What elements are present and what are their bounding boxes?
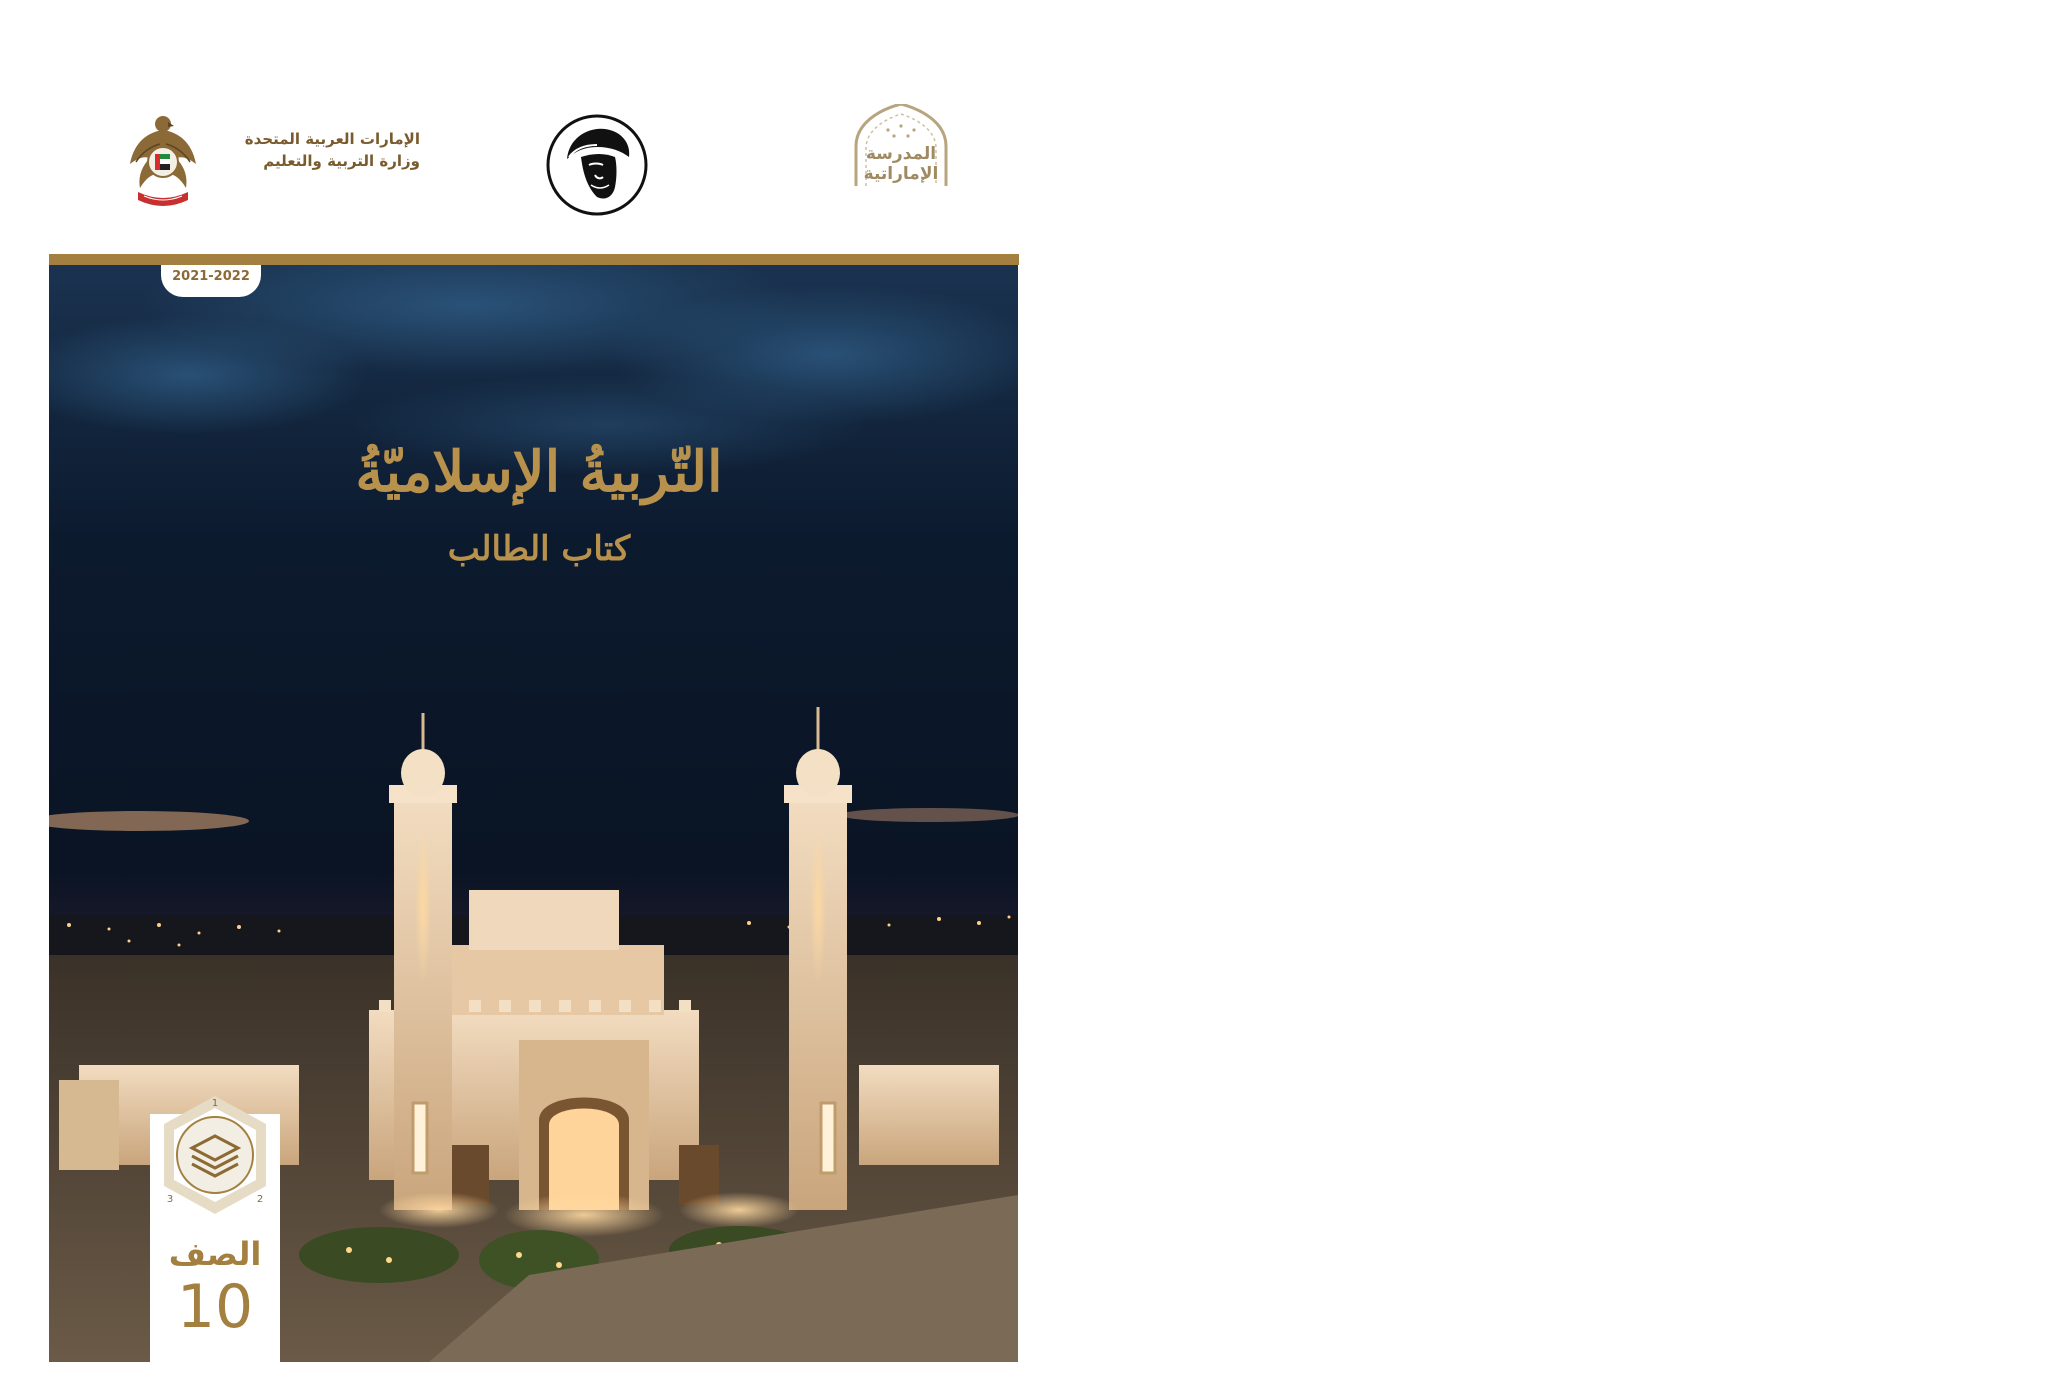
school-name-line2: الإماراتية [863,164,939,184]
uae-federal-eagle-emblem-icon [128,112,198,208]
badge-number-1: 1 [211,1098,219,1109]
grade-panel [150,1098,280,1362]
grade-number: 10 [176,1272,254,1342]
grade-label: الصف [168,1235,262,1273]
books-stack-icon [150,1090,280,1230]
badge-number-3: 3 [166,1194,174,1205]
book-title: التّربيةُ الإسلاميّةُ [355,439,723,505]
book-subtitle: كتاب الطالب [447,529,631,569]
leader-portrait-icon [545,113,649,217]
uae-ministry-logo [128,112,428,208]
school-name [848,144,954,184]
academic-year-tab: 2021-2022 [161,265,261,297]
uae-ministry-name [210,128,420,172]
emirati-school-logo [848,104,954,188]
cover-image-area [49,265,1018,1362]
ministry-name: وزارة التربية والتعليم [263,152,420,170]
badge-number-2: 2 [256,1194,264,1205]
cover-top-border [49,254,1019,265]
uae-country-name: الإمارات العربية المتحدة [244,130,420,148]
school-name-line1: المدرسة [865,144,937,164]
